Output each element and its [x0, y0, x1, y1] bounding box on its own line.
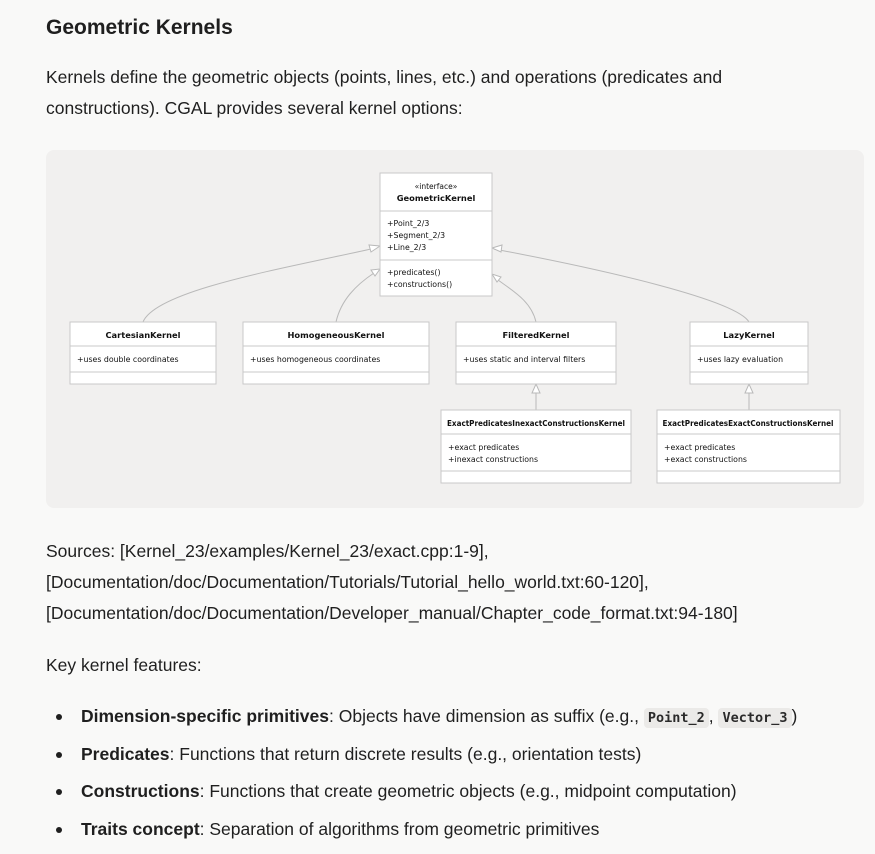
- feature-list: [46, 700, 866, 850]
- class-homogeneouskernel: [243, 322, 429, 384]
- list-item: [46, 700, 866, 738]
- class-name-lazykernel: LazyKernel: [723, 330, 775, 340]
- class-attr-epick-0: +exact predicates: [448, 443, 520, 452]
- inline-code: Vector_3: [718, 708, 791, 728]
- interface-attr-2: +Line_2/3: [387, 243, 427, 252]
- interface-method-1: +constructions(): [387, 280, 453, 289]
- arrowhead-epec: [745, 384, 753, 393]
- edge-cartesian-to-interface: [143, 249, 371, 322]
- class-attr-cartesiankernel: +uses double coordinates: [77, 355, 179, 364]
- source-line-0[interactable]: Sources: [Kernel_23/examples/Kernel_23/exact.cpp:1-9],: [46, 541, 489, 561]
- feature-term: Constructions: [81, 781, 200, 801]
- class-lazykernel: [690, 322, 808, 384]
- class-name-cartesiankernel: CartesianKernel: [105, 330, 181, 340]
- inline-code: Point_2: [644, 708, 709, 728]
- interface-geometrickernel: [380, 173, 492, 296]
- class-name-epec: ExactPredicatesExactConstructionsKernel: [662, 418, 834, 428]
- feature-term: Traits concept: [81, 818, 200, 839]
- class-attr-epec-1: +exact constructions: [664, 455, 747, 464]
- arrowhead-epick: [532, 384, 540, 393]
- feature-text: : Separation of algorithms from geometric primitives: [199, 818, 600, 839]
- class-attr-epec-0: +exact predicates: [664, 443, 736, 452]
- feature-text: : Functions that return discrete results (e.g., orientation tests): [169, 743, 642, 764]
- arrowhead-homogeneous: [371, 269, 380, 276]
- list-item: [46, 775, 866, 813]
- interface-attr-1: +Segment_2/3: [387, 231, 446, 240]
- class-attr-lazykernel: +uses lazy evaluation: [697, 355, 784, 364]
- class-cartesiankernel: [70, 322, 216, 384]
- class-attr-filteredkernel: +uses static and interval filters: [463, 355, 586, 364]
- source-line-1[interactable]: [Documentation/doc/Documentation/Tutorials/Tutorial_hello_world.txt:60-120],: [46, 572, 649, 592]
- interface-attr-0: +Point_2/3: [387, 219, 430, 228]
- class-name-filteredkernel: FilteredKernel: [502, 330, 570, 340]
- class-epec: [657, 410, 840, 483]
- arrowhead-cartesian: [369, 245, 380, 252]
- class-epick: [441, 410, 631, 483]
- source-line-2[interactable]: [Documentation/doc/Documentation/Developer_manual/Chapter_code_format.txt:94-180]: [46, 603, 738, 623]
- feature-term: Dimension-specific primitives: [81, 706, 329, 726]
- class-name-epick: ExactPredicatesInexactConstructionsKernel: [447, 418, 626, 428]
- section-heading: Geometric Kernels: [46, 16, 233, 39]
- intro-paragraph: Kernels define the geometric objects (points, lines, etc.) and operations (predicates and constructions). CGAL provides several kernel options:: [46, 67, 723, 118]
- feature-text: : Objects have dimension as suffix (e.g.,: [329, 706, 644, 726]
- class-name-homogeneouskernel: HomogeneousKernel: [287, 330, 385, 340]
- feature-separator: ,: [708, 706, 719, 726]
- key-features-heading: Key kernel features:: [46, 655, 202, 675]
- class-filteredkernel: [456, 322, 616, 384]
- class-attr-epick-1: +inexact constructions: [448, 455, 539, 464]
- feature-tail: ): [791, 706, 798, 726]
- sources-paragraph: [46, 536, 866, 629]
- interface-name: GeometricKernel: [396, 193, 476, 203]
- class-diagram: [46, 150, 864, 508]
- arrowhead-lazy: [492, 245, 502, 252]
- edge-filtered-to-interface: [494, 277, 536, 322]
- class-attr-homogeneouskernel: +uses homogeneous coordinates: [250, 355, 381, 364]
- list-item: [46, 813, 866, 851]
- feature-term: Predicates: [81, 743, 170, 764]
- interface-method-0: +predicates(): [387, 268, 441, 277]
- feature-text: : Functions that create geometric objects (e.g., midpoint computation): [199, 781, 737, 801]
- class-diagram-svg: [46, 150, 864, 508]
- interface-stereotype: «interface»: [414, 182, 458, 191]
- list-item: [46, 738, 866, 776]
- edge-homogeneous-to-interface: [336, 273, 374, 322]
